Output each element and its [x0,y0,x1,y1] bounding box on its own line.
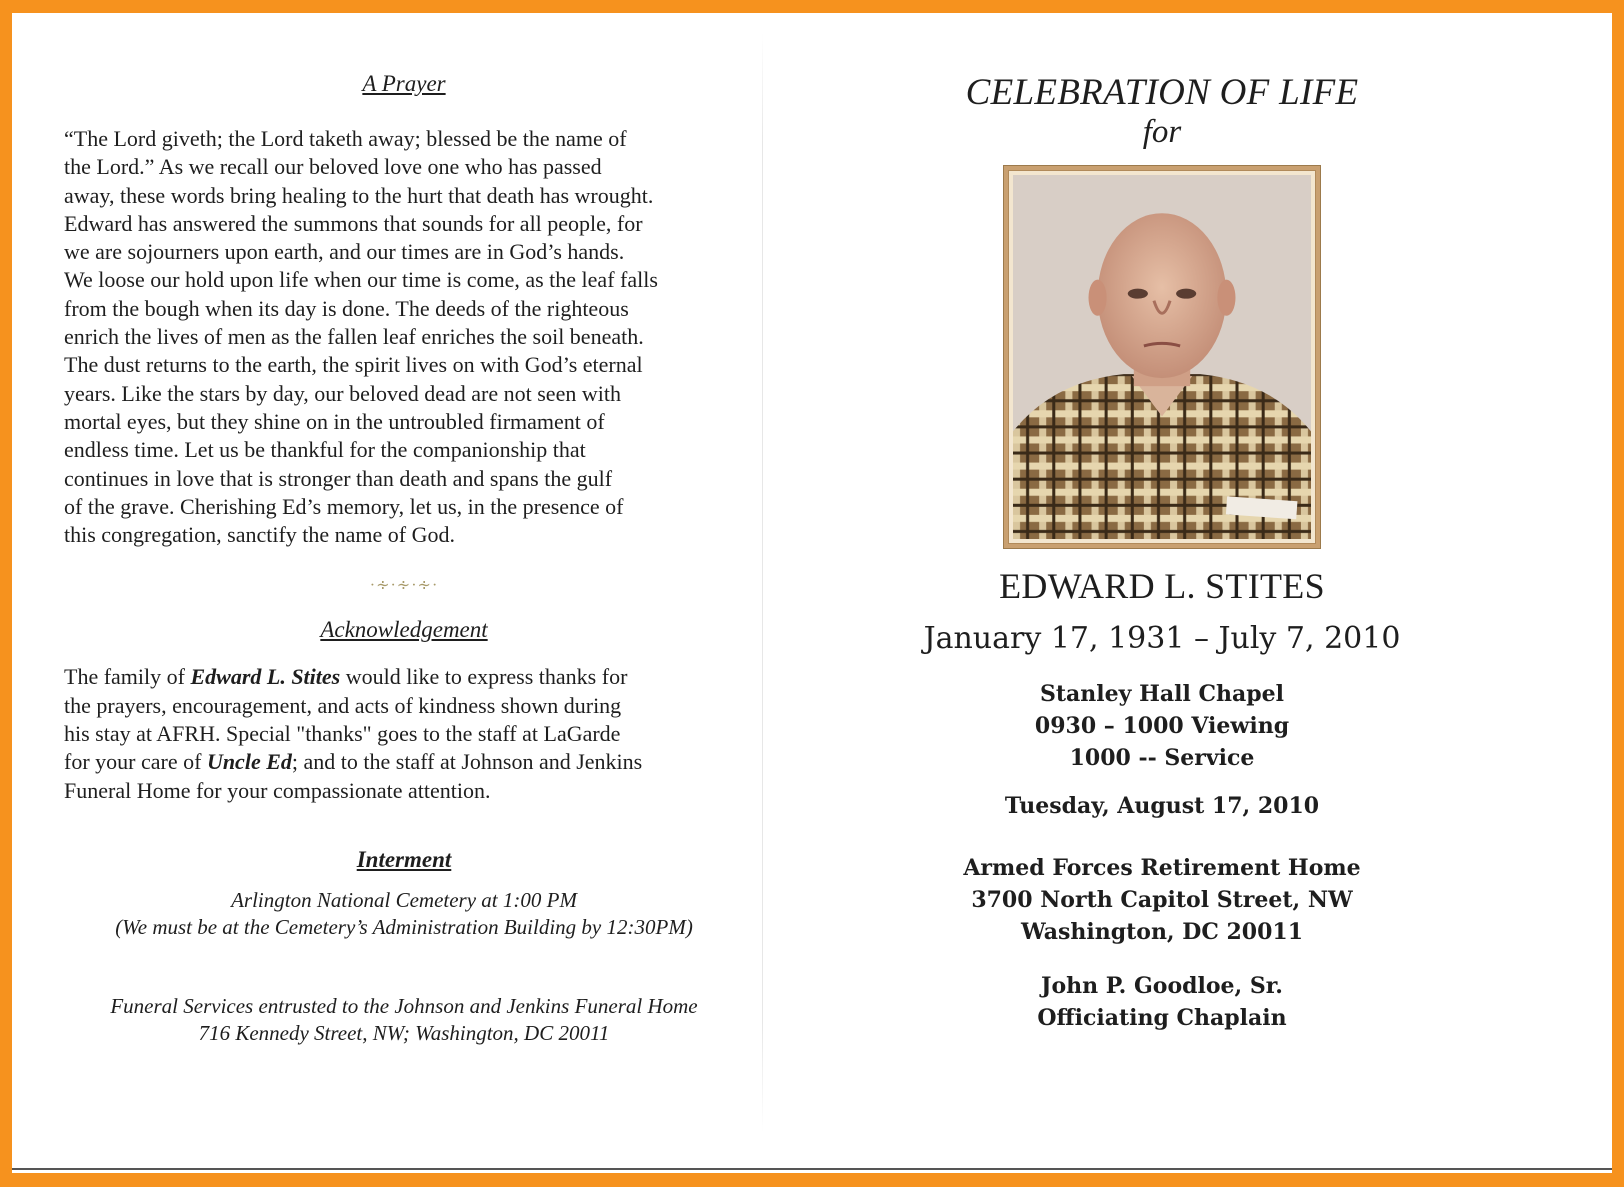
prayer-line: away, these words bring healing to the hurt that death has wrought. [64,182,654,208]
prayer-text [64,125,744,549]
prayer-line: “The Lord giveth; the Lord taketh away; blessed be the name of [64,126,627,151]
funeral-line: 716 Kennedy Street, NW; Washington, DC 20011 [198,1020,610,1045]
interment-text [64,887,744,941]
bottom-rule [12,1168,1612,1170]
acknowledgement-heading: Acknowledgement [320,617,488,643]
for-text: for [1142,114,1182,150]
chaplain-line: Officiating Chaplain [1037,1005,1287,1031]
deceased-name: EDWARD L. STITES [999,566,1325,606]
funeral-line: Funeral Services entrusted to the Johnson and Jenkins Funeral Home [110,993,698,1018]
interment-line: Arlington National Cemetery at 1:00 PM [231,887,577,912]
portrait-image [1013,175,1311,539]
ack-line: the prayers, encouragement, and acts of kindness shown during [64,692,622,718]
chapel-info [812,678,1512,774]
service-date: Tuesday, August 17, 2010 [1004,793,1320,819]
ack-emphasis-name: Edward L. Stites [190,664,341,690]
location-line: Washington, DC 20011 [1020,919,1304,945]
prayer-line: endless time. Let us be thankful for the companionship that [64,437,586,463]
ack-text: for your care of [64,749,207,775]
ack-line [64,748,744,776]
prayer-heading: A Prayer [362,71,446,96]
left-panel [64,71,744,1047]
portrait-frame [1003,165,1321,549]
prayer-line: from the bough when its day is done. The deeds of the righteous [64,295,629,321]
chapel-line: 1000 -- Service [1069,745,1255,771]
prayer-line: of the grave. Cherishing Ed’s memory, let us, in the presence of [64,493,624,519]
location-info [812,852,1512,948]
funeral-services-text [64,993,744,1047]
ack-text: would like to express thanks for [340,664,628,690]
prayer-line: Edward has answered the summons that sounds for all people, for [64,210,643,236]
prayer-line: the Lord.” As we recall our beloved love one who has passed [64,154,602,180]
life-dates: January 17, 1931 – July 7, 2010 [923,621,1401,656]
interment-line: (We must be at the Cemetery’s Administration Building by 12:30PM) [115,914,693,939]
prayer-line: this congregation, sanctify the name of God. [64,522,456,548]
chaplain-line: John P. Goodloe, Sr. [1041,973,1283,999]
fold-line [762,33,763,1133]
chapel-line: 0930 – 1000 Viewing [1034,713,1290,739]
prayer-line: years. Like the stars by day, our beloved dead are not seen with [64,380,621,406]
ack-text: ; and to the staff at Johnson and Jenkins [291,749,643,775]
program-sheet [12,13,1612,1173]
ornament-divider: ·∻·∻·∻· [369,577,439,595]
location-line: Armed Forces Retirement Home [963,855,1361,881]
chaplain-info [812,970,1512,1034]
location-line: 3700 North Capitol Street, NW [971,887,1353,913]
celebration-title: CELEBRATION OF LIFE [965,72,1359,113]
chapel-line: Stanley Hall Chapel [1039,681,1284,707]
ack-line: his stay at AFRH. Special "thanks" goes to the staff at LaGarde [64,721,621,747]
acknowledgement-text [64,663,744,804]
prayer-line: We loose our hold upon life when our time is come, as the leaf falls [64,267,658,293]
interment-heading: Interment [356,846,452,872]
prayer-line: we are sojourners upon earth, and our times are in God’s hands. [64,239,625,265]
ack-line [64,663,744,691]
ack-text: The family of [64,664,191,690]
right-panel [812,71,1512,1034]
prayer-line: mortal eyes, but they shine on in the untroubled firmament of [64,408,605,434]
portrait-photo [1009,171,1315,543]
prayer-line: continues in love that is stronger than death and spans the gulf [64,465,613,491]
prayer-line: The dust returns to the earth, the spirit lives on with God’s eternal [64,352,643,378]
ack-line: Funeral Home for your compassionate attention. [64,777,491,803]
prayer-line: enrich the lives of men as the fallen leaf enriches the soil beneath. [64,324,644,350]
ack-emphasis-uncle: Uncle Ed [206,749,292,775]
